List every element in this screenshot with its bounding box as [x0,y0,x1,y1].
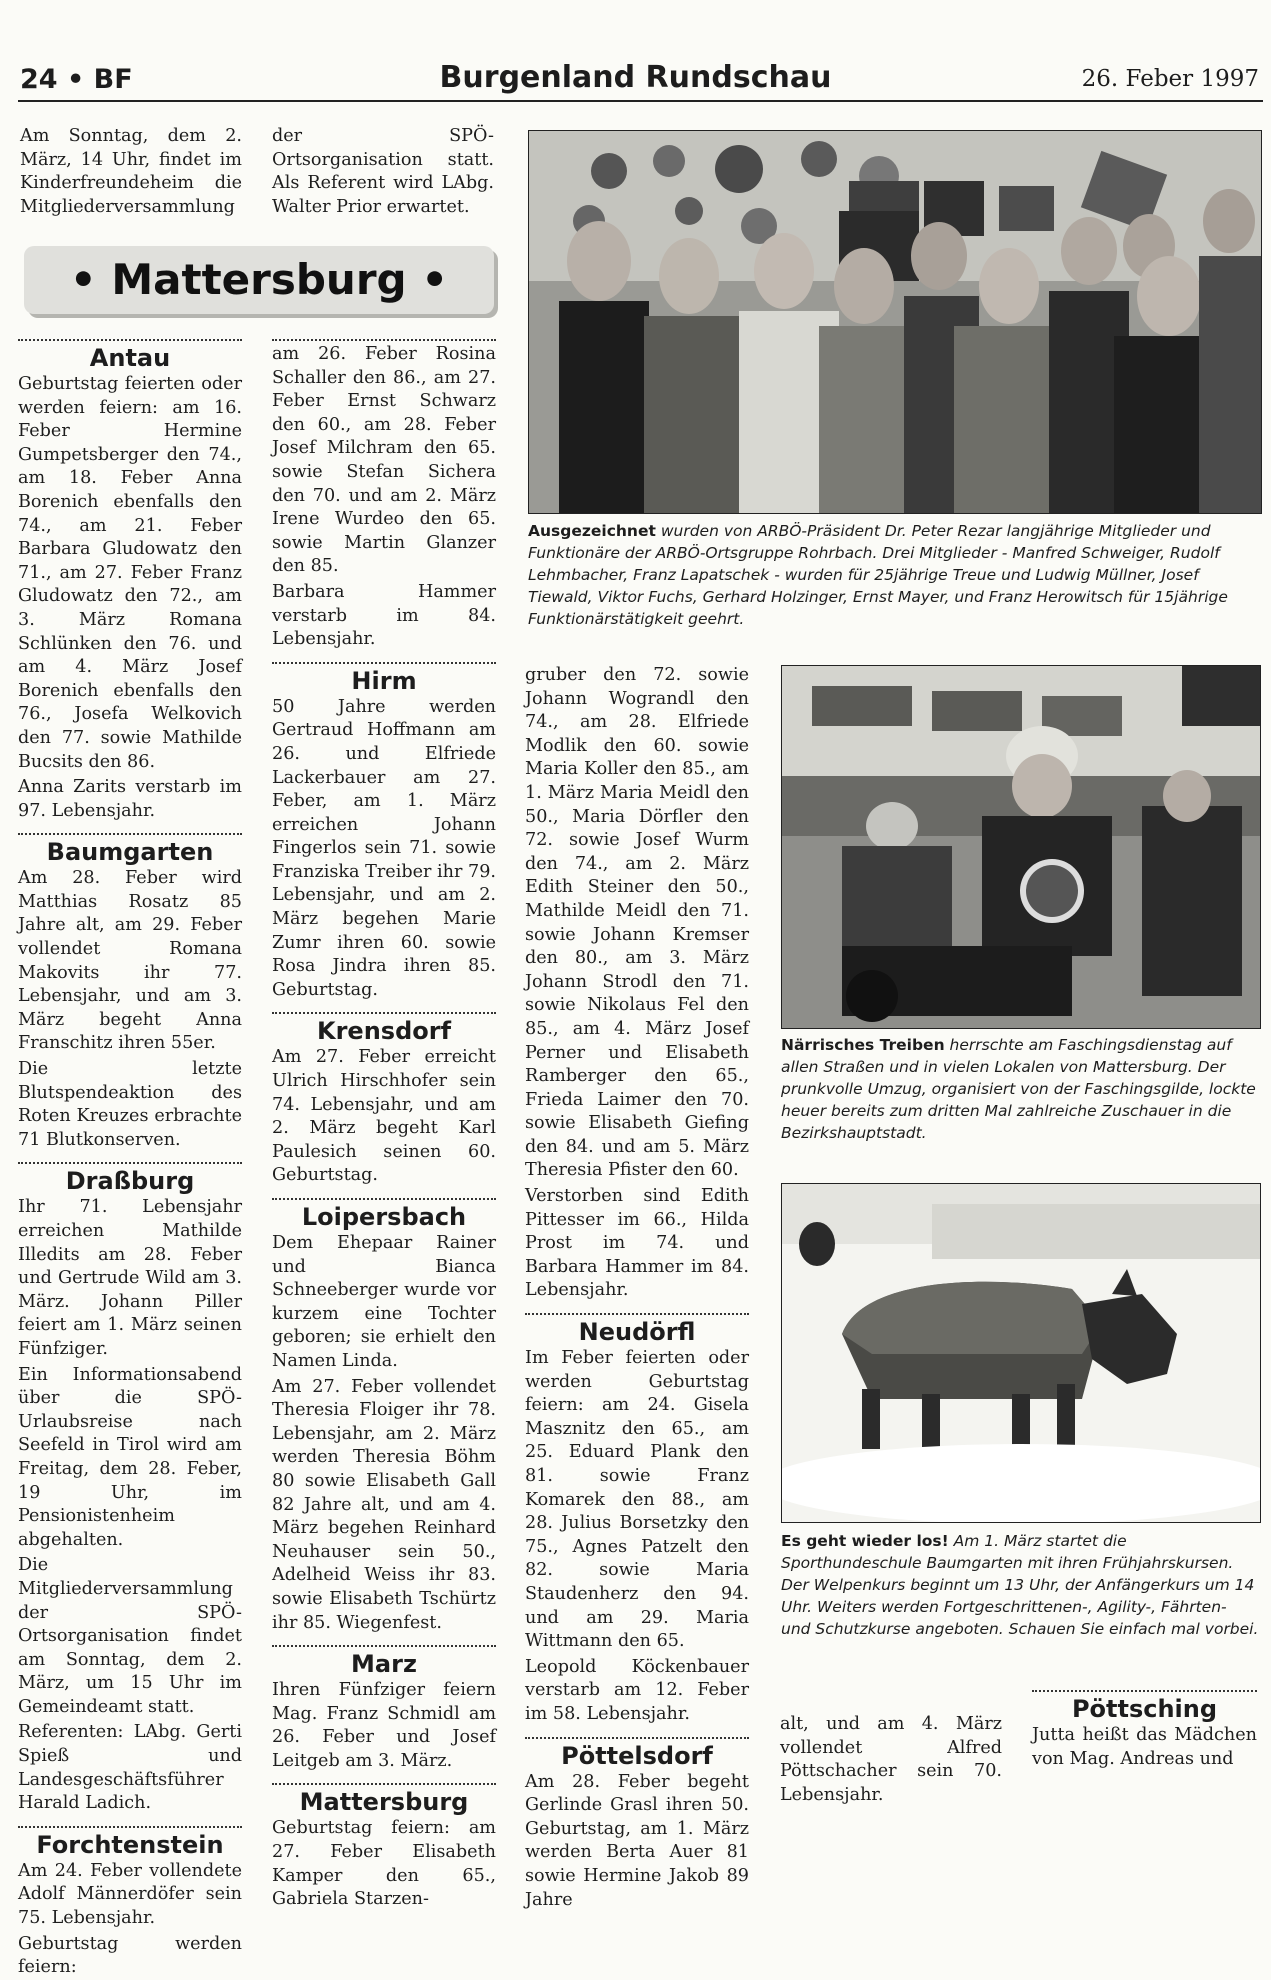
heading-krensdorf: Krensdorf [316,1017,452,1046]
photo-dog-snow [781,1183,1261,1523]
mattersburg-text: Geburtstag feiern: am 27. Feber Elisabeth Kamper den 65., Gabriela Starzen- [272,1818,496,1910]
antau-text: Geburtstag feierten oder werden feiern: am 16. Feber Hermine Gumpetsberger den 74., am 18. Feber Anna Borenich ebenfalls den 74., am 21. Feber Barbara Gludowatz den 71., am 27. Feber Franz Gludowatz den 72., am 3. März Romana Schlünken den 76. und am 4. März Josef Borenich ebenfalls den 76., Josefa Welkovich den 77. sowie Mathilde Bucsits den 86. [18,374,242,772]
caption-group-photo [528,520,1260,630]
loipersbach-text: Dem Ehepaar Rainer und Bianca Schneeberger wurde vor kurzem eine Tochter geboren; sie erhielt den Namen Linda. [272,1233,496,1371]
mattersburg-text-continued-2: Verstorben sind Edith Pittesser im 66., Hilda Prost im 74. und Barbara Hammer im 84. Lebensjahr. [525,1186,749,1301]
heading-drassburg: Draßburg [65,1167,195,1196]
drassburg-text-3: Die Mitgliederversammlung der SPÖ-Ortsorganisation findet am Sonntag, dem 2. März, um 15 Uhr im Gemeindeamt statt. [18,1555,242,1717]
antau-text-2: Anna Zarits verstarb im 97. Lebensjahr. [18,777,242,821]
caption-text: wurden von ARBÖ-Präsident Dr. Peter Rezar langjährige Mitglieder und Funktionäre der ARBÖ-Ortsgruppe Rohrbach. Drei Mitglieder - Manfred Schweiger, Rudolf Lehmbacher, Franz Lapatschek - wurden für 25jährige Treue und Ludwig Müllner, Josef Tiewald, Viktor Fuchs, Gerhard Holzinger, Ernst Mayer, und Franz Herowitsch für 15jährige Funktionärstätigkeit geehrt. [528,522,1228,628]
column-3 [525,664,749,1912]
carnival-photo-image [782,666,1260,1028]
column-1 [18,335,242,1980]
poettsching-text: Jutta heißt das Mädchen von Mag. Andreas und [1032,1725,1257,1769]
caption-lead: Närrisches Treiben [781,1036,945,1054]
neudoerfl-text: Im Feber feierten oder werden Geburtstag feiern: am 24. Gisela Masznitz den 65., am 25. Eduard Plank den 81. sowie Franz Komarek den 88., am 28. Julius Borsetzky den 75., Agnes Patzelt den 82. sowie Maria Staudenherz den 94. und am 29. Maria Wittmann den 65. [525,1348,749,1652]
drassburg-text-2: Ein Informationsabend über die SPÖ-Urlaubsreise nach Seefeld in Tirol wird am Freitag, dem 28. Feber, 19 Uhr, im Pensionistenheim abgehalten. [18,1364,242,1550]
divider [272,1198,496,1200]
divider [18,1162,242,1164]
caption-carnival-photo [781,1034,1259,1144]
divider [272,1645,496,1647]
divider [525,1737,749,1739]
caption-lead: Es geht wieder los! [781,1532,949,1550]
baumgarten-text: Am 28. Feber wird Matthias Rosatz 85 Jahre alt, am 29. Feber vollendet Romana Makovits ihr 77. Lebensjahr, und am 3. März begeht Anna Franschitz ihren 55er. [18,868,242,1054]
marz-text: Ihren Fünfziger feiern Mag. Franz Schmidl am 26. Feber und Josef Leitgeb am 3. März. [272,1680,496,1771]
krensdorf-text: Am 27. Feber erreicht Ulrich Hirschhofer sein 74. Lebensjahr, und am 2. März begeht Karl Paulesich seinen 60. Geburtstag. [272,1047,496,1186]
intro-paragraph-2: der SPÖ-Ortsorganisation statt. Als Referent wird LAbg. Walter Prior erwartet. [272,126,494,217]
divider [272,1783,496,1785]
caption-dog-photo [781,1530,1259,1640]
divider [18,339,242,341]
hirm-text: 50 Jahre werden Gertraud Hoffmann am 26. und Elfriede Lackerbauer am 27. Feber, am 1. März erreichen Johann Fingerlos sein 71. sowie Franziska Treiber ihr 79. Lebensjahr, und am 2. März begehen Marie Zumr ihren 60. sowie Rosa Jindra ihren 85. Geburtstag. [272,696,496,1000]
photo-carnival [781,665,1261,1029]
section-banner-mattersburg: • Mattersburg • [24,246,494,314]
divider [272,662,496,664]
heading-poettsching: Pöttsching [1071,1695,1218,1723]
baumgarten-text-2: Die letzte Blutspendeaktion des Roten Kreuzes erbrachte 71 Blutkonserven. [18,1059,242,1150]
poettelsdorf-text-continued: alt, und am 4. März vollendet Alfred Pöttschacher sein 70. Lebensjahr. [780,1714,1002,1805]
issue-date: 26. Feber 1997 [1081,66,1259,92]
column-4-bottom [780,1713,1002,1807]
intro-paragraph-1: Am Sonntag, dem 2. März, 14 Uhr, findet im Kinderfreundeheim die Mitgliederversammlung [20,126,242,217]
intro-text-left [20,125,242,219]
heading-poettelsdorf: Pöttelsdorf [561,1741,713,1770]
page-number: 24 • BF [20,64,133,95]
heading-mattersburg: Mattersburg [299,1788,469,1817]
column-5-bottom [1032,1690,1257,1771]
heading-hirm: Hirm [351,666,417,695]
caption-text: Am 1. März startet die Sporthundeschule Baumgarten mit ihren Frühjahrskursen. Der Welpenkurs beginnt um 13 Uhr, der Anfängerkurs um 14 Uhr. Weiters werden Fortgeschrittenen-, Agility-, Fährten- und Schutzkurse angeboten. Schauen Sie einfach mal vorbei. [781,1532,1259,1638]
heading-marz: Marz [351,1650,417,1679]
heading-antau: Antau [89,344,171,372]
drassburg-text-4: Referenten: LAbg. Gerti Spieß und Landesgeschäftsführer Harald Ladich. [18,1722,242,1814]
neudoerfl-text-2: Leopold Köckenbauer verstarb am 12. Feber im 58. Lebensjahr. [525,1656,749,1724]
mattersburg-text-continued: gruber den 72. sowie Johann Wograndl den 74., am 28. Elfriede Modlik den 60. sowie Maria Koller den 85., am 1. März Maria Meidl den 50., Maria Dörfler den 72. sowie Josef Wurm den 74., am 2. März Edith Steiner den 50., Mathilde Meidl den 71. sowie Johann Kremser den 80., am 3. März Johann Strodl den 71. sowie Nikolaus Fel den 85., am 4. März Josef Perner und Elisabeth Ramberger den 65., Frieda Laimer den 70. sowie Elisabeth Giefing den 84. und am 5. März Theresia Pfister den 60. [525,665,749,1181]
group-photo-image [529,131,1261,513]
divider [272,339,496,341]
intro-text-right [272,125,494,219]
column-2 [272,335,496,1912]
header-rule [18,100,1263,102]
heading-loipersbach: Loipersbach [301,1203,467,1231]
forchtenstein-text: Am 24. Feber vollendete Adolf Männerdöfer sein 75. Lebensjahr. [18,1860,242,1929]
loipersbach-text-2: Am 27. Feber vollendet Theresia Floiger ihr 78. Lebensjahr, am 2. März werden Theresia Böhm 80 sowie Elisabeth Gall 82 Jahre alt, und am 4. März begehen Reinhard Neuhauser sein 50., Adelheid Weiss ihr 83. sowie Elisabeth Tschürtz ihr 85. Wiegenfest. [272,1376,496,1633]
page-header [0,58,1271,106]
caption-text: herrschte am Faschingsdienstag auf allen Straßen und in vielen Lokalen von Mattersburg. Der prunkvolle Umzug, organisiert von der Faschingsgilde, lockte heuer bereits zum dritten Mal zahlreiche Zuschauer in die Bezirkshauptstadt. [781,1036,1256,1142]
heading-neudoerfl: Neudörfl [578,1318,696,1347]
divider [18,833,242,835]
divider [1032,1690,1257,1692]
poettelsdorf-text: Am 28. Feber begeht Gerlinde Grasl ihren 50. Geburtstag, am 1. März werden Berta Auer 81 sowie Hermine Jakob 89 Jahre [525,1771,749,1910]
heading-baumgarten: Baumgarten [46,838,214,867]
newspaper-title: Burgenland Rundschau [439,60,832,95]
drassburg-text: Ihr 71. Lebensjahr erreichen Mathilde Illedits am 28. Feber und Gertrude Wild am 3. März. Johann Piller feiert am 1. März seinen Fünfziger. [18,1197,242,1359]
photo-group-arboe [528,130,1262,514]
antau-text-continued: am 26. Feber Rosina Schaller den 86., am 27. Feber Ernst Schwarz den 60., am 28. Feber Josef Milchram den 65. sowie Stefan Sichera den 70. und am 2. März Irene Wurdeo den 65. sowie Martin Glanzer den 85. [272,344,496,577]
divider [18,1826,242,1828]
divider [272,1012,496,1014]
caption-lead: Ausgezeichnet [528,522,656,540]
dog-photo-image [782,1184,1260,1522]
heading-forchtenstein: Forchtenstein [36,1830,224,1859]
forchtenstein-text-2: Geburtstag werden feiern: [18,1933,242,1978]
divider [525,1313,749,1315]
antau-text-continued-2: Barbara Hammer verstarb im 84. Lebensjahr. [272,581,496,650]
